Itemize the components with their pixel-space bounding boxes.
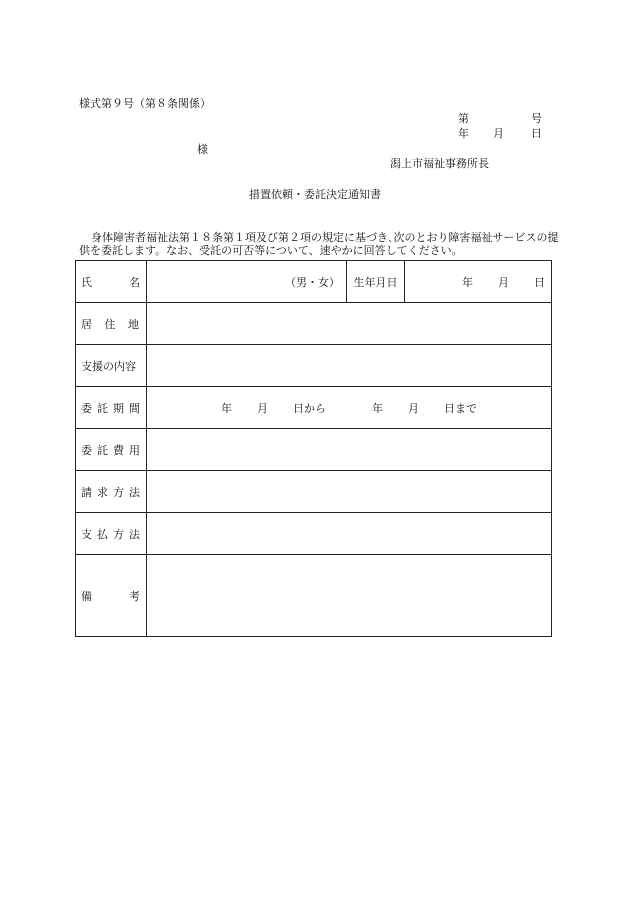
payment-label — [76, 513, 147, 555]
payment-char-3: 方 — [113, 527, 124, 541]
period-char-4: 間 — [129, 401, 140, 415]
period-start-day: 日から — [293, 401, 326, 415]
billing-label — [76, 471, 147, 513]
remarks-label-a: 備 — [81, 589, 92, 603]
form-table — [75, 260, 552, 637]
remarks-field[interactable] — [147, 555, 552, 637]
period-end-year: 年 — [372, 401, 383, 415]
fee-char-4: 用 — [129, 443, 140, 457]
table-row-billing — [76, 471, 552, 513]
period-char-2: 託 — [97, 401, 108, 415]
date-month: 月 — [493, 127, 504, 140]
address-field[interactable] — [147, 303, 552, 345]
name-label — [76, 261, 147, 303]
name-field[interactable] — [147, 261, 347, 303]
fee-label — [76, 429, 147, 471]
address-char-3: 地 — [128, 317, 139, 331]
billing-char-2: 求 — [97, 485, 108, 499]
birth-date-label-text: 生年月日 — [353, 275, 398, 289]
payment-field[interactable] — [147, 513, 552, 555]
document-number-suffix: 号 — [531, 112, 542, 125]
table-row-name — [76, 261, 552, 303]
address-char-2: 住 — [104, 317, 116, 331]
gender-text: （男・女） — [285, 275, 340, 289]
table-row-period — [76, 387, 552, 429]
remarks-label — [76, 555, 147, 637]
date-day: 日 — [531, 127, 542, 140]
period-char-1: 委 — [81, 401, 92, 415]
billing-char-1: 請 — [81, 485, 92, 499]
table-row-address — [76, 303, 552, 345]
name-label-b: 名 — [129, 275, 140, 289]
date-year: 年 — [458, 127, 469, 140]
period-start-month: 月 — [257, 401, 268, 415]
table-row-payment — [76, 513, 552, 555]
support-label-text: 支援の内容 — [81, 359, 136, 373]
document-number-prefix: 第 — [458, 112, 469, 125]
birth-day: 日 — [534, 275, 545, 289]
payment-char-4: 法 — [129, 527, 140, 541]
period-field[interactable] — [147, 387, 552, 429]
period-label — [76, 387, 147, 429]
support-label — [76, 345, 147, 387]
table-row-remarks — [76, 555, 552, 637]
billing-field[interactable] — [147, 471, 552, 513]
billing-char-3: 方 — [113, 485, 124, 499]
period-char-3: 期 — [113, 401, 124, 415]
table-row-support — [76, 345, 552, 387]
billing-char-4: 法 — [129, 485, 140, 499]
payment-char-1: 支 — [81, 527, 92, 541]
body-text: 身体障害者福祉法第１８条第１項及び第２項の規定に基づき､次のとおり障害福祉サービスの提供を委託します。なお、受託の可否等について、速やかに回答してください。 — [79, 231, 559, 257]
document-title: 措置依頼・委託決定通知書 — [249, 188, 381, 201]
fee-char-3: 費 — [113, 443, 124, 457]
payment-char-2: 払 — [97, 527, 108, 541]
issuer: 潟上市福祉事務所長 — [390, 157, 489, 170]
fee-field[interactable] — [147, 429, 552, 471]
birth-month: 月 — [498, 275, 509, 289]
recipient-honorific: 様 — [197, 143, 208, 156]
period-end-day: 日まで — [444, 401, 477, 415]
fee-char-1: 委 — [81, 443, 92, 457]
remarks-label-b: 考 — [129, 589, 140, 603]
birth-year: 年 — [462, 275, 473, 289]
period-end-month: 月 — [408, 401, 419, 415]
support-field[interactable] — [147, 345, 552, 387]
name-label-a: 氏 — [81, 275, 92, 289]
birth-date-field[interactable] — [405, 261, 552, 303]
birth-date-label — [347, 261, 405, 303]
period-start-year: 年 — [221, 401, 232, 415]
address-char-1: 居 — [81, 317, 92, 331]
table-row-fee — [76, 429, 552, 471]
fee-char-2: 託 — [97, 443, 108, 457]
address-label — [76, 303, 147, 345]
form-number: 様式第９号（第８条関係） — [79, 97, 211, 110]
